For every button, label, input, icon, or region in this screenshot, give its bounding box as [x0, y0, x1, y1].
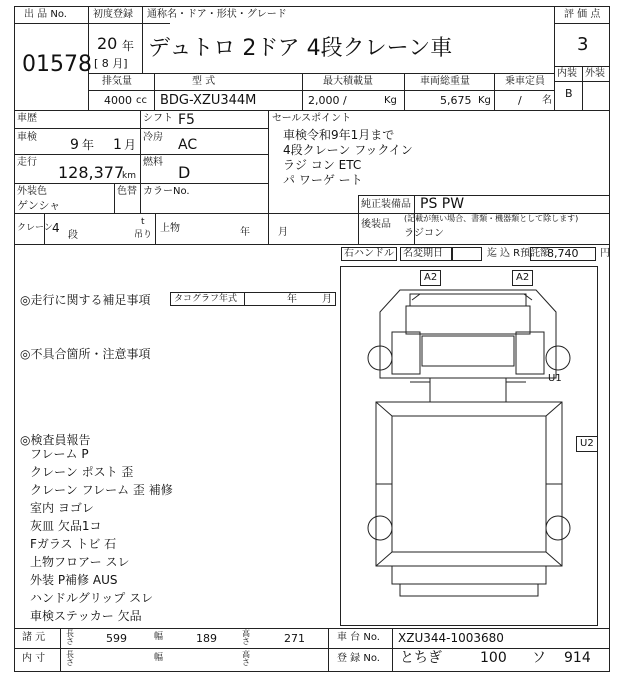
gross-weight-unit: Kg — [478, 95, 491, 106]
crane-stages: 4 — [52, 221, 60, 235]
height-label: 高さ — [242, 629, 250, 646]
crane-ton-unit: t — [141, 217, 145, 227]
fuel-label: 燃料 — [143, 157, 163, 168]
car-name: デュトロ 2ドア 4段クレーン車 — [148, 36, 453, 61]
inspection-year: 9 — [70, 137, 79, 153]
interior-label: 内装 — [557, 68, 577, 79]
max-load: 2,000 / — [308, 94, 347, 107]
inspector-item: 外装 P補修 AUS — [30, 573, 118, 587]
genuine-equipment-label: 純正装備品 — [361, 199, 411, 210]
driving-notes-label: ◎走行に関する補足事項 — [20, 293, 151, 307]
inspection-label: 車検 — [17, 132, 37, 143]
inspector-item: 上物フロアー スレ — [30, 555, 130, 569]
windshield — [406, 306, 530, 334]
shift-label: シフト — [143, 113, 173, 124]
interior-grade: B — [565, 87, 573, 100]
exterior-color: ゲンシャ — [17, 199, 61, 212]
sales-points-label: セールスポイント — [272, 113, 352, 124]
inner-dimensions-label: 内 寸 — [22, 653, 46, 664]
sales-point-item: 車検令和9年1月まで — [283, 128, 395, 142]
chassis-number: XZU344-1003680 — [398, 631, 504, 645]
gross-weight-label: 車両総重量 — [420, 76, 470, 87]
inspector-report-label: ◎検査員報告 — [20, 433, 91, 447]
left-door — [392, 332, 420, 374]
chassis-label: 車 台 No. — [337, 632, 380, 643]
diagram-frame — [341, 267, 598, 626]
tachograph-year-unit: 年 — [287, 294, 297, 305]
width-label: 幅 — [154, 632, 164, 642]
upper-year-unit: 年 — [240, 227, 250, 238]
deadline-suffix: 迄 — [487, 248, 497, 259]
gross-weight: 5,675 — [440, 94, 472, 107]
registration-year-unit: 年 — [122, 39, 135, 53]
truck-damage-diagram — [340, 266, 598, 626]
registration-area: とちぎ — [400, 650, 442, 666]
inspector-item: 灰皿 欠品1コ — [30, 519, 102, 533]
damage-mark-u1: U1 — [548, 373, 562, 384]
fuel: D — [178, 163, 191, 182]
sales-point-item: パ ワーゲ ート — [283, 173, 363, 187]
aftermarket-label: 後装品 — [361, 219, 391, 230]
model-label: 型 式 — [192, 76, 216, 87]
mileage-unit: km — [122, 171, 136, 181]
damage-mark-a2-left: A2 — [420, 270, 441, 286]
aftermarket-items: ラジコン — [404, 228, 444, 239]
displacement-label: 排気量 — [102, 76, 132, 87]
cab-mirrors — [412, 294, 532, 300]
first-registration-label: 初度登録 — [93, 9, 133, 20]
displacement-unit: cc — [136, 95, 147, 106]
deposit-unit: 円 — [600, 248, 610, 259]
rear-bumper — [400, 584, 538, 596]
rear-left-wheel — [368, 516, 392, 540]
sales-point-item: ラジ コン ETC — [283, 158, 362, 172]
upper-month-unit: 月 — [278, 227, 288, 238]
inspector-item: クレーン ポスト 歪 — [30, 465, 134, 479]
right-hand-drive: 右ハンドル — [344, 248, 394, 259]
length-value: 599 — [106, 632, 127, 645]
capacity-unit: 名 — [542, 95, 552, 106]
inspector-item: ハンドルグリップ スレ — [30, 591, 154, 605]
width-value: 189 — [196, 632, 217, 645]
damage-mark-a2-right: A2 — [512, 270, 533, 286]
max-load-unit: Kg — [384, 95, 397, 106]
height-value: 271 — [284, 632, 305, 645]
crane-base — [430, 378, 506, 402]
registration-label: 登 録 No. — [337, 653, 380, 664]
length-label: 長さ — [66, 629, 74, 646]
inspector-item: 車検ステッカー 欠品 — [30, 609, 142, 623]
car-name-label: 通称名・ドア・形状・グレード — [147, 9, 287, 20]
sales-points-list — [283, 128, 413, 188]
sales-point-item: 4段クレーン フックイン — [283, 143, 413, 157]
color-change-label: 色替 — [117, 186, 137, 197]
deck-floor — [392, 416, 546, 552]
lot-number-label: 出 品 No. — [24, 9, 67, 20]
evaluation-score: 3 — [577, 34, 589, 55]
crane-lift-unit: 吊り — [134, 230, 153, 240]
inspection-month-unit: 月 — [124, 138, 137, 152]
registration-kana: ソ — [532, 650, 546, 666]
inspector-item: 室内 ヨゴレ — [30, 501, 94, 515]
capacity: / — [518, 94, 522, 107]
registration-month: [ 8 月] — [94, 57, 128, 70]
tail-lift — [392, 566, 546, 584]
inspection-year-unit: 年 — [82, 138, 95, 152]
registration-class: 100 — [480, 650, 507, 666]
registration-number: 914 — [564, 650, 591, 666]
rear-right-wheel — [546, 516, 570, 540]
recycle-deposit: 8,740 — [547, 247, 579, 260]
tachograph-month-unit: 月 — [322, 294, 332, 305]
capacity-label: 乗車定員 — [505, 76, 545, 87]
right-door — [516, 332, 544, 374]
name-change-label: 名変期日 — [403, 248, 443, 259]
ac-label: 冷房 — [143, 132, 163, 143]
inner-height-label: 高さ — [242, 650, 250, 667]
shift: F5 — [178, 112, 195, 128]
ac: AC — [178, 137, 198, 153]
cab-back-panel — [422, 336, 514, 366]
recycle-deposit-label: 込 R預託額 — [500, 248, 551, 259]
genuine-equipment: PS PW — [420, 196, 465, 212]
inner-width-label: 幅 — [154, 653, 164, 663]
tachograph-label: タコグラフ年式 — [174, 294, 238, 304]
damage-mark-u2: U2 — [576, 436, 598, 452]
inspector-item: クレーン フレーム 歪 補修 — [30, 483, 173, 497]
defects-label: ◎不具合箇所・注意事項 — [20, 347, 151, 361]
history-label: 車歴 — [17, 113, 37, 124]
evaluation-label: 評 価 点 — [564, 9, 601, 20]
inspector-item: Fガラス トビ 石 — [30, 537, 117, 551]
registration-year: 20 — [97, 34, 118, 53]
lot-number: 01578 — [22, 52, 92, 77]
crane-stages-unit: 段 — [68, 230, 78, 241]
inspection-month: 1 — [113, 137, 122, 153]
exterior-color-label: 外装色 — [17, 186, 47, 197]
cab-roof — [410, 294, 526, 306]
mileage: 128,377 — [58, 163, 125, 182]
displacement: 4000 — [104, 94, 132, 107]
mileage-label: 走行 — [17, 157, 37, 168]
inspector-report-list — [30, 445, 173, 625]
model-code: BDG-XZU344M — [160, 93, 257, 108]
upper-body-label: 上物 — [160, 223, 180, 234]
crane-label: クレーン — [17, 223, 53, 233]
inspector-item: フレーム P — [30, 447, 89, 461]
front-right-wheel — [546, 346, 570, 370]
cargo-deck — [376, 402, 562, 566]
deck-corners — [376, 402, 562, 566]
color-no-label: カラーNo. — [143, 186, 190, 197]
aftermarket-note: (記載が無い場合、書類・機器類として除します) — [404, 214, 579, 223]
max-load-label: 最大積載量 — [323, 76, 373, 87]
inner-length-label: 長さ — [66, 650, 74, 667]
exterior-label: 外装 — [585, 68, 605, 79]
dimensions-label: 諸 元 — [22, 632, 46, 643]
